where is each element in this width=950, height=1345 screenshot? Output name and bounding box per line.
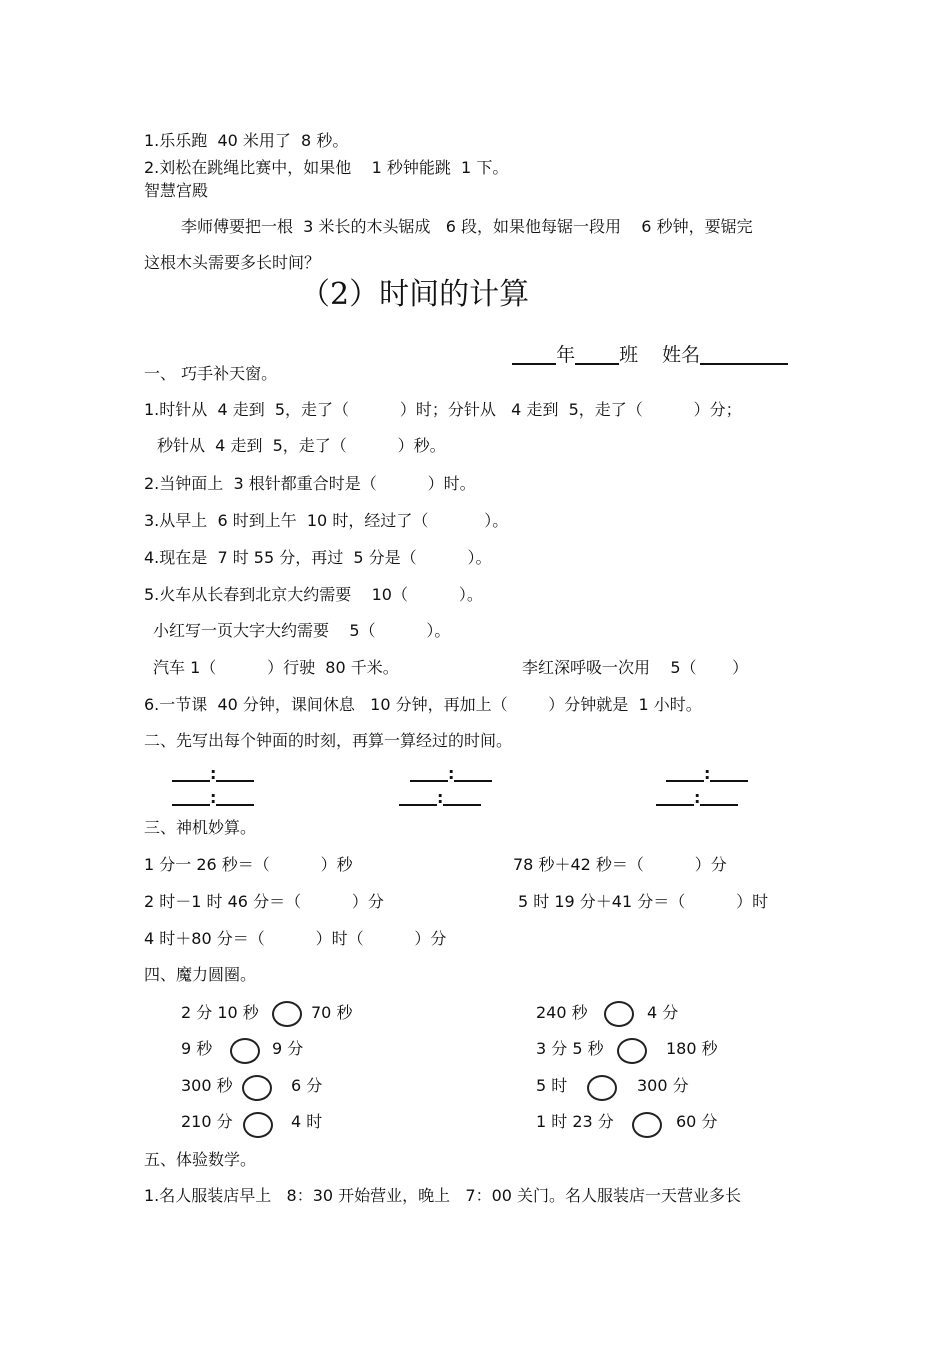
calc-item: 4 时＋80 分＝（ ）时（ ）分 (144, 929, 447, 948)
calc-item: 2 时－1 时 46 分＝（ ）分 (144, 892, 384, 911)
section-heading: 智慧宫殿 (144, 181, 209, 200)
compare-left: 5 时 (536, 1076, 568, 1095)
question-line: 5.火车从长春到北京大约需要 10（ ）。 (144, 585, 483, 604)
question-line: 2.刘松在跳绳比赛中，如果他 1 秒钟能跳 1 下。 (144, 158, 509, 177)
class-blank[interactable] (575, 345, 619, 365)
section-heading: 五、体验数学。 (144, 1150, 257, 1169)
question-line: 6.一节课 40 分钟，课间休息 10 分钟，再加上（ ）分钟就是 1 小时。 (144, 695, 702, 714)
section-heading: 四、魔力圆圈。 (144, 965, 257, 984)
question-line: 3.从早上 6 时到上午 10 时，经过了（ ）。 (144, 511, 509, 530)
question-line: 1.时针从 4 走到 5，走了（ ）时；分针从 4 走到 5，走了（ ）分； (144, 400, 742, 419)
question-line: 李红深呼吸一次用 5（ ） (522, 658, 749, 677)
name-blank[interactable] (700, 345, 788, 365)
class-label: 班 (619, 344, 639, 366)
paragraph: 这根木头需要多长时间？ (144, 253, 321, 272)
time-blank[interactable]: : (656, 786, 738, 806)
question-line: 1.乐乐跑 40 米用了 8 秒。 (144, 131, 349, 150)
compare-left: 300 秒 (181, 1076, 233, 1095)
time-blank[interactable]: : (172, 786, 254, 806)
time-blank[interactable]: : (172, 762, 254, 782)
paragraph: 李师傅要把一根 3 米长的木头锯成 6 段，如果他每锯一段用 6 秒钟，要锯完 (181, 217, 753, 236)
compare-left: 1 时 23 分 (536, 1112, 614, 1131)
compare-circle[interactable] (272, 1001, 302, 1027)
compare-left: 240 秒 (536, 1003, 588, 1022)
compare-circle[interactable] (587, 1075, 617, 1101)
time-blank[interactable]: : (399, 786, 481, 806)
calc-item: 1 分一 26 秒＝（ ）秒 (144, 855, 353, 874)
question-line: 4.现在是 7 时 55 分，再过 5 分是（ ）。 (144, 548, 492, 567)
year-label: 年 (556, 344, 576, 366)
compare-right: 180 秒 (666, 1039, 718, 1058)
question-line: 汽车 1（ ）行驶 80 千米。 (153, 658, 399, 677)
section-heading: 三、神机妙算。 (144, 818, 257, 837)
compare-left: 9 秒 (181, 1039, 213, 1058)
question-line: 小红写一页大字大约需要 5（ ）。 (153, 621, 451, 640)
compare-left: 3 分 5 秒 (536, 1039, 604, 1058)
section-heading: 一、 巧手补天窗。 (144, 364, 278, 383)
compare-circle[interactable] (242, 1075, 272, 1101)
calc-item: 5 时 19 分＋41 分＝（ ）时 (518, 892, 769, 911)
compare-circle[interactable] (632, 1112, 662, 1138)
compare-circle[interactable] (230, 1038, 260, 1064)
compare-right: 70 秒 (311, 1003, 353, 1022)
compare-circle[interactable] (617, 1038, 647, 1064)
time-blank[interactable]: : (410, 762, 492, 782)
question-line: 2.当钟面上 3 根针都重合时是（ ）时。 (144, 474, 476, 493)
compare-left: 210 分 (181, 1112, 233, 1131)
compare-circle[interactable] (604, 1001, 634, 1027)
year-blank[interactable] (512, 345, 556, 365)
compare-right: 6 分 (291, 1076, 323, 1095)
time-blank[interactable]: : (666, 762, 748, 782)
name-label: 姓名 (662, 344, 701, 366)
student-info (500, 326, 788, 365)
page-title: （2）时间的计算 (300, 277, 530, 312)
compare-right: 300 分 (637, 1076, 689, 1095)
compare-right: 9 分 (272, 1039, 304, 1058)
compare-right: 60 分 (676, 1112, 718, 1131)
compare-left: 2 分 10 秒 (181, 1003, 259, 1022)
compare-circle[interactable] (243, 1112, 273, 1138)
calc-item: 78 秒＋42 秒＝（ ）分 (513, 855, 727, 874)
compare-right: 4 分 (647, 1003, 679, 1022)
question-line: 秒针从 4 走到 5，走了（ ）秒。 (157, 436, 446, 455)
compare-right: 4 时 (291, 1112, 323, 1131)
section-heading: 二、先写出每个钟面的时刻，再算一算经过的时间。 (144, 731, 513, 750)
question-line: 1.名人服装店早上 8：30 开始营业，晚上 7：00 关门。名人服装店一天营业多长 (144, 1186, 742, 1205)
